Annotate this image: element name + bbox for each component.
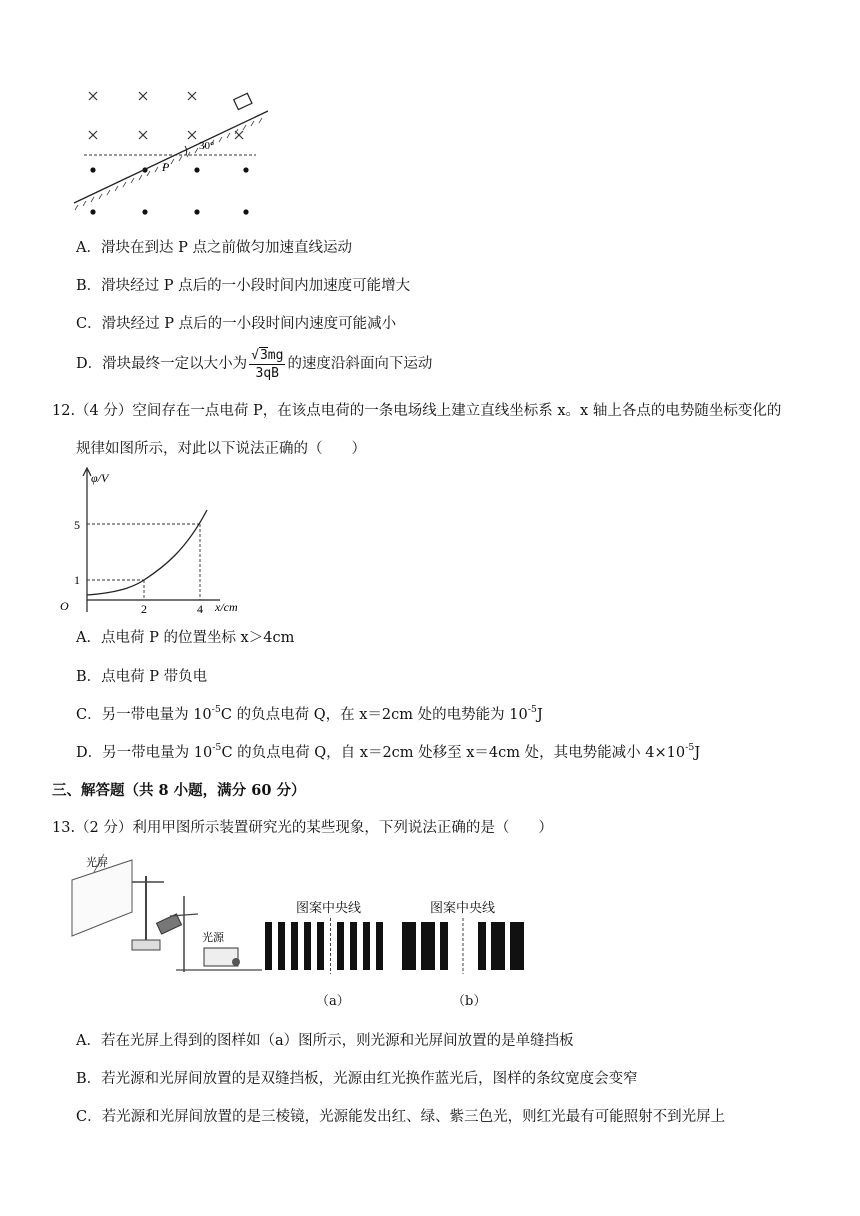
stand-base xyxy=(132,940,160,950)
optics-apparatus-figure xyxy=(66,852,262,986)
sqrt-sign: √3 xyxy=(251,347,268,363)
q12-stem-line2: 规律如图所示，对此以下说法正确的（ ） xyxy=(76,441,366,457)
q13-option-c: C．若光源和光屏间放置的是三棱镜，光源能发出红、绿、紫三色光，则红光最有可能照射不到光屏上 xyxy=(76,1109,726,1125)
q12-option-c: C．另一带电量为 $10^{-5}C$ 的负点电荷 Q，在 x＝2cm 处的电势能为 $10^{-5}J$ xyxy=(76,704,543,723)
x-axis-label: x/cm xyxy=(215,600,238,614)
pattern-b-title: 图案中央线 xyxy=(430,901,496,916)
q12-option-b: B．点电荷 P 带负电 xyxy=(76,669,208,685)
field-into-page-marks xyxy=(89,92,243,139)
slit-holder xyxy=(156,914,181,934)
q13-option-b: B．若光源和光屏间放置的是双缝挡板，光源由红光换作蓝光后，图样的条纹宽度会变窄 xyxy=(76,1071,638,1087)
q13-stem: 13.（2 分）利用甲图所示装置研究光的某些现象，下列说法正确的是（ ） xyxy=(52,820,553,836)
caption-b: （b） xyxy=(452,994,487,1009)
section3-heading: 三、解答题（共 8 小题，满分 60 分） xyxy=(52,782,306,799)
source-label: 光源 xyxy=(202,932,224,944)
pattern-b-fringes xyxy=(398,918,528,974)
light-screen xyxy=(72,860,132,936)
caption-a: （a） xyxy=(316,994,350,1009)
q12-stem-line1: 12.（4 分）空间存在一点电荷 P，在该点电荷的一条电场线上建立直线坐标系 x。x 轴上各点的电势随坐标变化的 xyxy=(52,403,782,419)
origin-label: O xyxy=(60,599,69,613)
x-tick-2: 2 xyxy=(141,602,147,616)
y-tick-5: 5 xyxy=(74,518,80,532)
pattern-a-fringes xyxy=(262,918,390,974)
guide-lines xyxy=(87,524,200,600)
incline-surface xyxy=(74,111,268,210)
q11-option-d-prefix: D．滑块最终一定以大小为 xyxy=(76,356,248,372)
q11-option-d-suffix: 的速度沿斜面向下运动 xyxy=(287,356,433,372)
q13-option-a: A．若在光屏上得到的图样如（a）图所示，则光源和光屏间放置的是单缝挡板 xyxy=(76,1033,574,1049)
q12-option-a: A．点电荷 P 的位置坐标 x＞4cm xyxy=(76,630,295,646)
incline-field-figure xyxy=(68,86,268,222)
field-out-of-page-dots xyxy=(90,167,248,214)
y-axis-label: φ/V xyxy=(91,471,109,485)
q11-option-b: B．滑块经过 P 点后的一小段时间内加速度可能增大 xyxy=(76,278,411,294)
q12-option-d: D．另一带电量为 $10^{-5}C$ 的负点电荷 Q，自 x＝2cm 处移至 x＝4cm 处，其电势能减小 $4\times 10^{-5}J$ xyxy=(76,742,701,761)
pattern-a-title: 图案中央线 xyxy=(296,901,362,916)
velocity-fraction: $\frac{√3mg}{3qB}$ xyxy=(251,347,284,381)
q11-option-a: A．滑块在到达 P 点之前做匀加速直线运动 xyxy=(76,240,352,256)
light-source-knob xyxy=(232,958,240,966)
x-tick-4: 4 xyxy=(197,602,203,616)
screen-label: 光屏 xyxy=(86,857,108,869)
slider-block xyxy=(234,93,252,109)
potential-graph xyxy=(60,464,260,620)
angle-label: 30° xyxy=(199,140,215,152)
q11-option-d xyxy=(76,344,432,384)
y-tick-1: 1 xyxy=(74,573,80,587)
q11-option-c: C．滑块经过 P 点后的一小段时间内速度可能减小 xyxy=(76,316,397,332)
point-p-label: P xyxy=(162,160,170,174)
potential-curve xyxy=(87,510,207,595)
